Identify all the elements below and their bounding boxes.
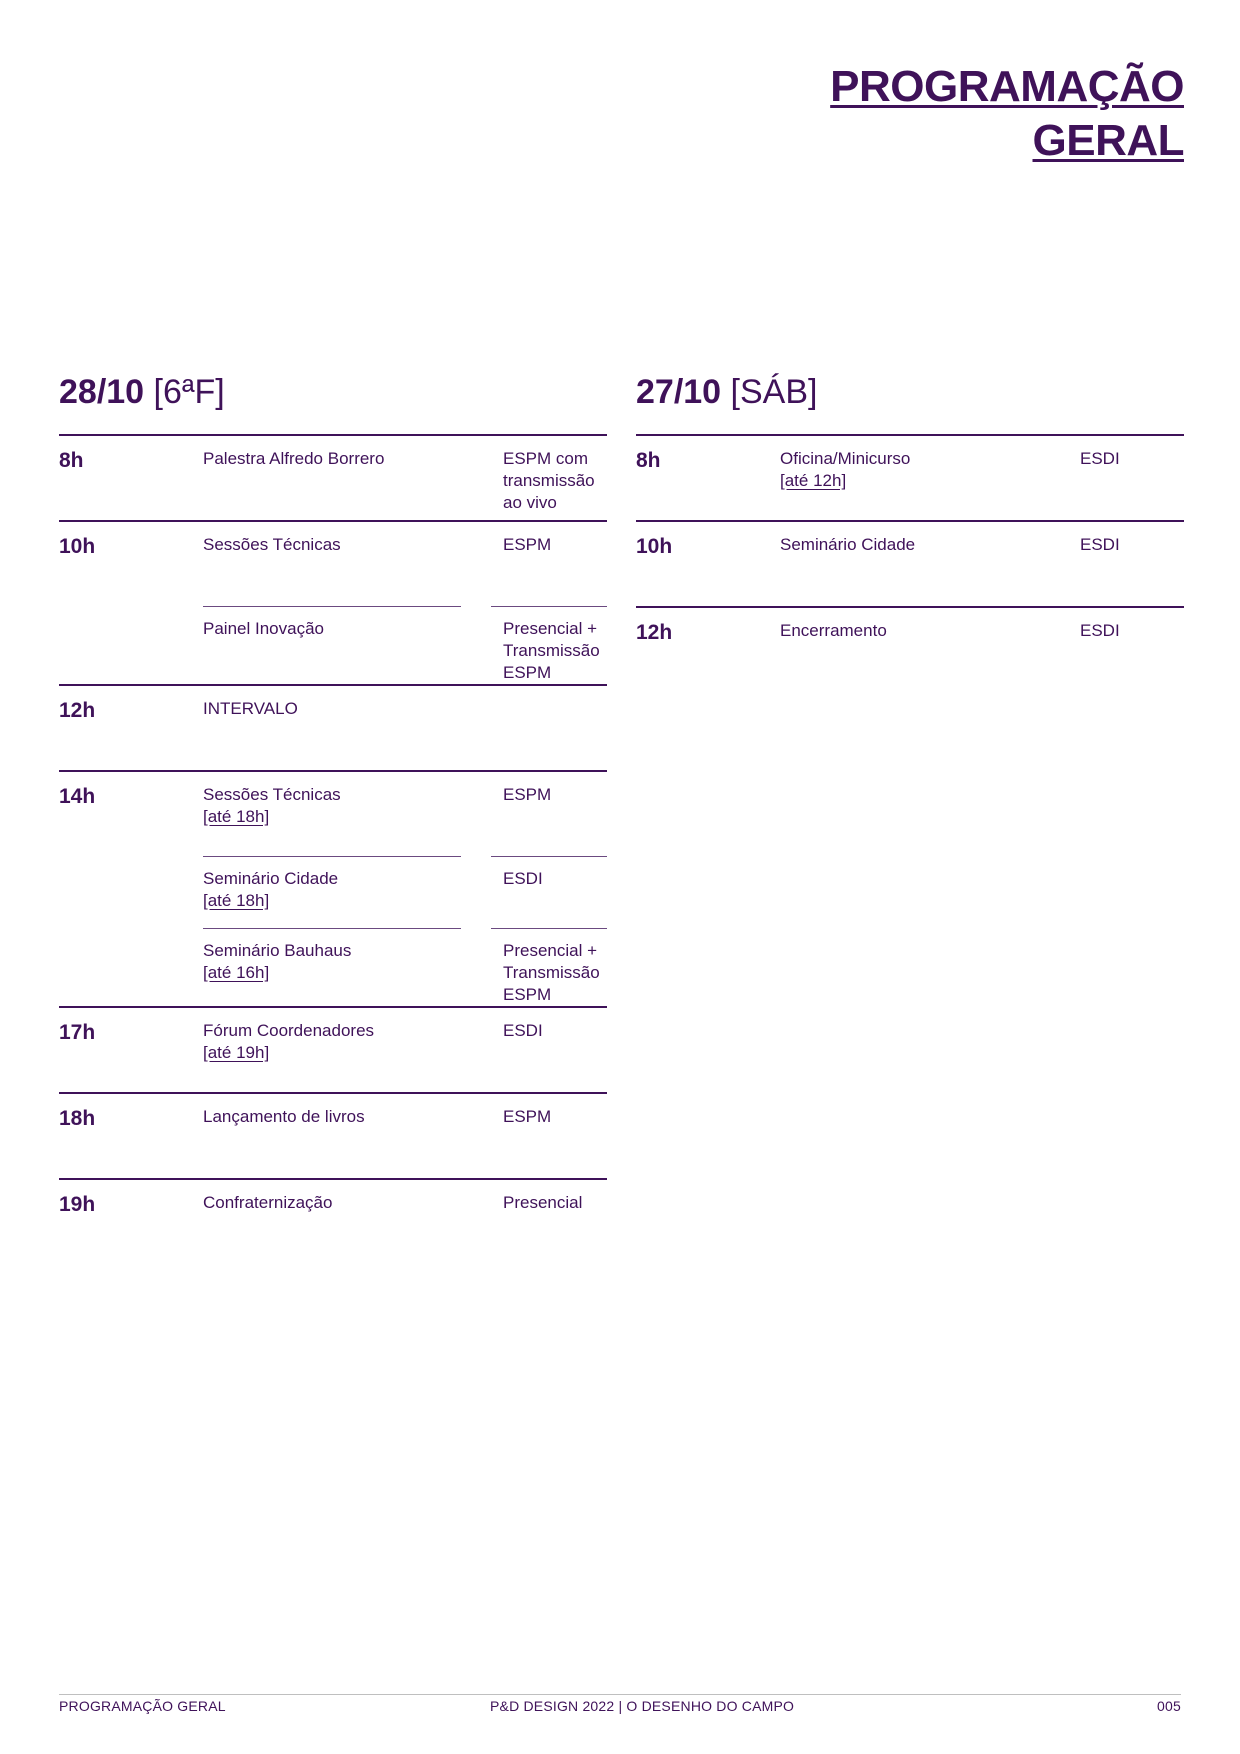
schedule-entry xyxy=(780,534,1184,606)
activity-name: Oficina/Minicurso xyxy=(780,449,911,468)
slot-time: 10h xyxy=(636,535,673,558)
slot-time: 14h xyxy=(59,785,96,808)
entry-location: ESDI xyxy=(503,1021,543,1040)
entry-divider-activity xyxy=(203,606,461,607)
entry-activity xyxy=(203,534,473,606)
schedule-slot xyxy=(636,434,1184,520)
slot-time: 19h xyxy=(59,1193,96,1216)
day-weekday: [SÁB] xyxy=(730,373,818,411)
entry-location: ESPM xyxy=(503,785,552,804)
day-heading xyxy=(636,372,1184,434)
entry-location: Presencial + Transmissão ESPM xyxy=(503,619,600,682)
activity-time-note: [até 16h] xyxy=(203,963,270,982)
day-date: 27/10 xyxy=(636,373,722,411)
slot-entries xyxy=(203,448,607,520)
entry-location: Presencial xyxy=(503,1193,583,1212)
entry-activity xyxy=(203,1020,473,1092)
entry-location: ESDI xyxy=(503,869,543,888)
schedule-entry xyxy=(203,698,607,770)
footer-divider xyxy=(59,1694,1181,1695)
entry-activity xyxy=(780,448,1050,520)
activity-time-note: [até 19h] xyxy=(203,1043,270,1062)
entry-divider-location xyxy=(491,606,607,607)
schedule-entry xyxy=(780,448,1184,520)
day-weekday: [6ªF] xyxy=(153,373,225,411)
entry-location: ESPM xyxy=(503,535,552,554)
slot-time: 8h xyxy=(636,449,661,472)
schedule-entry xyxy=(203,856,607,928)
slot-time: 18h xyxy=(59,1107,96,1130)
activity-time-note: [até 12h] xyxy=(780,471,847,490)
day-date: 28/10 xyxy=(59,373,145,411)
slot-entries xyxy=(203,1020,607,1092)
activity-name: Sessões Técnicas xyxy=(203,535,341,554)
schedule-entry xyxy=(203,1192,607,1264)
slot-entries xyxy=(203,1192,607,1264)
entry-location: ESPM com transmissão ao vivo xyxy=(503,449,595,512)
entry-activity xyxy=(780,534,1050,606)
entry-location: ESPM xyxy=(503,1107,552,1126)
footer-section-title: PROGRAMAÇÃO GERAL xyxy=(59,1698,226,1714)
slot-entries xyxy=(203,784,607,1006)
day-column-28-10 xyxy=(59,372,607,1264)
schedule-slot xyxy=(59,770,607,1006)
activity-name: Fórum Coordenadores xyxy=(203,1021,375,1040)
activity-name: Seminário Cidade xyxy=(203,869,339,888)
schedule-slot xyxy=(59,1092,607,1178)
page-title-line-2: GERAL xyxy=(1032,116,1184,165)
day-heading xyxy=(59,372,607,434)
entry-activity xyxy=(203,784,473,856)
entry-activity xyxy=(203,1192,473,1264)
activity-name: Seminário Bauhaus xyxy=(203,941,352,960)
day-column-27-10 xyxy=(636,372,1184,692)
activity-name: Palestra Alfredo Borrero xyxy=(203,449,385,468)
entry-activity xyxy=(203,618,473,684)
slot-entries xyxy=(780,620,1184,692)
slot-time: 12h xyxy=(59,699,96,722)
schedule-slot xyxy=(59,1178,607,1264)
activity-name: Painel Inovação xyxy=(203,619,324,638)
activity-name: Sessões Técnicas xyxy=(203,785,341,804)
schedule-entry xyxy=(780,620,1184,692)
schedule-entry xyxy=(203,784,607,856)
slot-entries xyxy=(203,534,607,684)
slot-entries xyxy=(780,448,1184,520)
entry-location: Presencial + Transmissão ESPM xyxy=(503,941,600,1004)
entry-divider-activity xyxy=(203,856,461,857)
schedule-slot xyxy=(636,606,1184,692)
schedule-entry xyxy=(203,606,607,684)
footer-page-number: 005 xyxy=(1157,1698,1181,1714)
slot-entries xyxy=(780,534,1184,606)
slot-time: 8h xyxy=(59,449,84,472)
slot-entries xyxy=(203,698,607,770)
entry-divider-activity xyxy=(203,928,461,929)
entry-location: ESDI xyxy=(1080,621,1120,640)
entry-divider-location xyxy=(491,856,607,857)
schedule-entry xyxy=(203,1020,607,1092)
schedule-entry xyxy=(203,1106,607,1178)
slot-time: 17h xyxy=(59,1021,96,1044)
entry-activity xyxy=(780,620,1050,692)
entry-divider-location xyxy=(491,928,607,929)
schedule-entry xyxy=(203,448,607,520)
slot-entries xyxy=(203,1106,607,1178)
activity-name: INTERVALO xyxy=(203,699,298,718)
page-title xyxy=(830,60,1184,168)
schedule-entry xyxy=(203,928,607,1006)
entry-location: ESDI xyxy=(1080,535,1120,554)
schedule-slot xyxy=(636,520,1184,606)
activity-time-note: [até 18h] xyxy=(203,807,270,826)
entry-location: ESDI xyxy=(1080,449,1120,468)
activity-name: Seminário Cidade xyxy=(780,535,916,554)
entry-activity xyxy=(203,940,473,1006)
entry-activity xyxy=(203,698,473,770)
entry-activity xyxy=(203,1106,473,1178)
activity-time-note: [até 18h] xyxy=(203,891,270,910)
entry-location xyxy=(473,698,607,770)
activity-name: Confraternização xyxy=(203,1193,333,1212)
schedule-slot xyxy=(59,684,607,770)
schedule-slot xyxy=(59,1006,607,1092)
activity-name: Encerramento xyxy=(780,621,887,640)
schedule-slot xyxy=(59,434,607,520)
page-title-line-1: PROGRAMAÇÃO xyxy=(830,62,1184,111)
entry-activity xyxy=(203,868,473,928)
entry-activity xyxy=(203,448,473,520)
footer-event-title: P&D DESIGN 2022 | O DESENHO DO CAMPO xyxy=(490,1698,795,1714)
activity-name: Lançamento de livros xyxy=(203,1107,365,1126)
schedule-slot xyxy=(59,520,607,684)
schedule-entry xyxy=(203,534,607,606)
slot-time: 12h xyxy=(636,621,673,644)
slot-time: 10h xyxy=(59,535,96,558)
